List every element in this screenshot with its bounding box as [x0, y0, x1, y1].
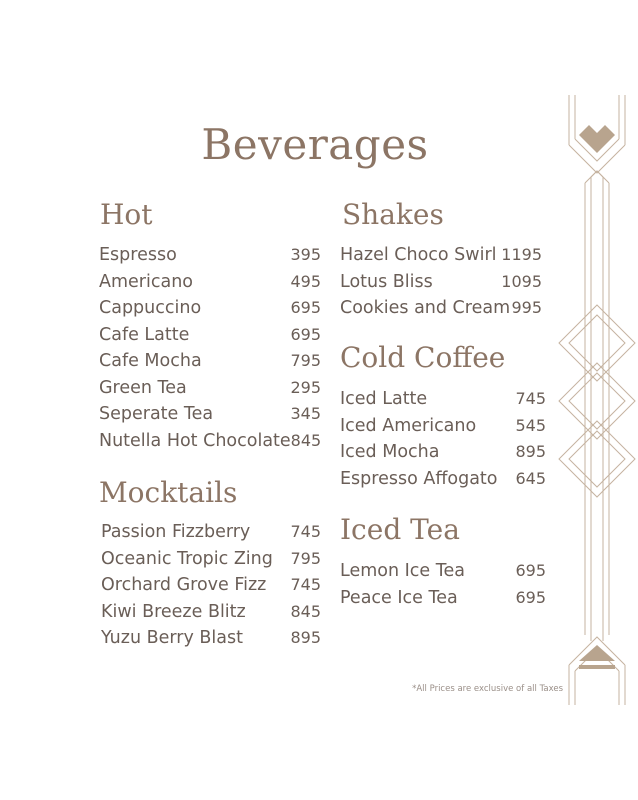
item-name: Seperate Tea — [99, 404, 214, 424]
item-price: 745 — [515, 389, 546, 408]
list-item — [340, 413, 546, 440]
item-name: Cappuccino — [99, 298, 202, 318]
item-name: Cafe Latte — [99, 324, 190, 345]
item-name: Iced Latte — [340, 389, 428, 409]
list-item — [99, 348, 321, 375]
item-price: 895 — [290, 628, 321, 647]
item-name: Nutella Hot Chocolate — [99, 430, 291, 451]
list-item — [99, 428, 321, 455]
list-item — [101, 519, 321, 546]
item-price: 695 — [290, 298, 321, 317]
item-price: 695 — [515, 561, 546, 580]
cold-coffee-list — [340, 386, 546, 492]
art-deco-ornament — [555, 95, 638, 705]
item-price: 545 — [515, 415, 546, 435]
item-name: Cafe Mocha — [99, 351, 202, 371]
item-price: 495 — [290, 271, 321, 291]
item-name: Iced Mocha — [340, 442, 440, 462]
list-item — [340, 439, 546, 466]
item-name: Hazel Choco Swirl — [340, 245, 497, 265]
item-price: 745 — [290, 575, 321, 594]
list-item — [99, 242, 321, 269]
section-title-hot: Hot — [100, 198, 153, 231]
price-footnote: *All Prices are exclusive of all Taxes — [412, 684, 563, 694]
item-price: 845 — [290, 430, 322, 450]
menu-title: Beverages — [201, 120, 429, 169]
list-item — [340, 386, 546, 413]
item-price: 695 — [515, 587, 546, 607]
iced-tea-list — [340, 558, 546, 611]
item-price: 745 — [290, 522, 321, 541]
list-item — [101, 572, 321, 599]
item-name: Espresso Affogato — [340, 468, 498, 489]
item-name: Iced Americano — [340, 415, 477, 436]
item-name: Lotus Bliss — [340, 271, 433, 292]
item-price: 995 — [511, 298, 542, 317]
shakes-list — [340, 242, 542, 322]
item-name: Oceanic Tropic Zing — [101, 548, 273, 569]
item-name: Orchard Grove Fizz — [101, 575, 267, 595]
item-name: Passion Fizzberry — [101, 522, 251, 542]
item-name: Kiwi Breeze Blitz — [101, 601, 246, 622]
mocktails-list — [101, 519, 321, 652]
item-price: 645 — [515, 468, 546, 488]
section-title-shakes: Shakes — [342, 198, 444, 231]
list-item — [101, 625, 321, 652]
list-item — [101, 546, 321, 573]
item-price: 295 — [290, 377, 321, 397]
list-item — [340, 466, 546, 493]
section-title-mocktails: Mocktails — [99, 476, 238, 509]
list-item — [340, 242, 542, 269]
list-item — [99, 295, 321, 322]
section-title-iced-tea: Iced Tea — [340, 513, 460, 546]
item-name: Peace Ice Tea — [340, 587, 458, 608]
item-price: 845 — [290, 601, 321, 621]
item-name: Cookies and Cream — [340, 298, 511, 318]
item-price: 795 — [290, 548, 321, 568]
list-item — [99, 375, 321, 402]
list-item — [340, 269, 542, 296]
item-name: Yuzu Berry Blast — [101, 628, 243, 648]
list-item — [99, 269, 321, 296]
item-price: 795 — [290, 351, 321, 370]
list-item — [340, 558, 546, 585]
list-item — [99, 401, 321, 428]
item-name: Green Tea — [99, 377, 187, 398]
item-price: 345 — [290, 404, 321, 423]
item-price: 395 — [290, 245, 321, 264]
item-price: 1195 — [501, 245, 542, 264]
list-item — [101, 599, 321, 626]
item-price: 1095 — [501, 271, 542, 291]
list-item — [340, 295, 542, 322]
list-item — [99, 322, 321, 349]
list-item — [340, 585, 546, 612]
item-name: Lemon Ice Tea — [340, 561, 465, 581]
item-name: Espresso — [99, 245, 177, 265]
item-price: 895 — [515, 442, 546, 461]
hot-list — [99, 242, 321, 454]
item-price: 695 — [290, 324, 321, 344]
item-name: Americano — [99, 271, 193, 292]
section-title-cold-coffee: Cold Coffee — [340, 341, 506, 374]
